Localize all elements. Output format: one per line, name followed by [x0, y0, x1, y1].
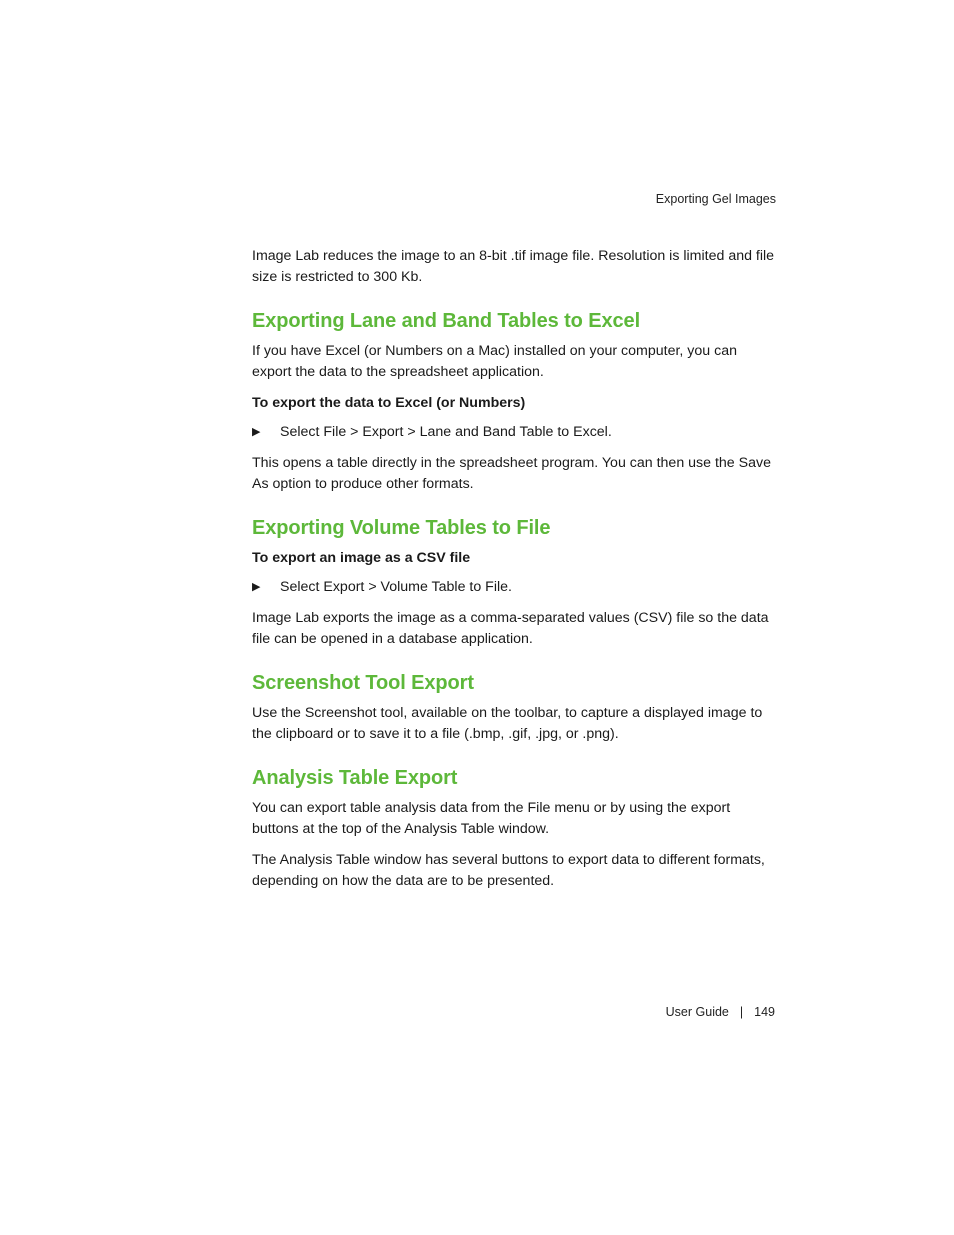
screenshot-paragraph: Use the Screenshot tool, available on the toolbar, to capture a displayed image to the clipboard or to save it to a file (.bmp, .gif, .jpg, or .png). — [252, 705, 763, 742]
heading-lane-band-tables: Exporting Lane and Band Tables to Excel — [252, 310, 641, 332]
lane-band-step-text: Select File > Export > Lane and Band Table to Excel. — [280, 424, 612, 440]
intro-paragraph: Image Lab reduces the image to an 8-bit .tif image file. Resolution is limited and file size is restricted to 300 Kb. — [252, 248, 775, 285]
volume-procedure-heading: To export an image as a CSV file — [252, 550, 471, 566]
volume-step-text: Select Export > Volume Table to File. — [280, 579, 512, 595]
page-number: 149 — [754, 1005, 775, 1019]
heading-screenshot-tool: Screenshot Tool Export — [252, 672, 474, 694]
lane-band-procedure-heading: To export the data to Excel (or Numbers) — [252, 395, 526, 411]
page-footer — [666, 1005, 775, 1019]
analysis-paragraph-1: You can export table analysis data from the File menu or by using the export buttons at the top of the Analysis Table window. — [252, 800, 731, 837]
lane-band-paragraph-1: If you have Excel (or Numbers on a Mac) installed on your computer, you can export the data to the spreadsheet application. — [252, 343, 737, 380]
footer-guide-label: User Guide — [665, 1005, 729, 1019]
running-head: Exporting Gel Images — [655, 192, 776, 206]
heading-analysis-table: Analysis Table Export — [252, 767, 458, 789]
volume-step — [252, 577, 777, 598]
heading-volume-tables: Exporting Volume Tables to File — [252, 517, 551, 539]
lane-band-paragraph-2: This opens a table directly in the spreadsheet program. You can then use the Save As option to produce other formats. — [252, 455, 771, 492]
footer-separator: | — [739, 1005, 744, 1019]
page-content — [252, 246, 777, 902]
bullet-triangle-icon: ▶ — [252, 581, 261, 593]
bullet-triangle-icon: ▶ — [252, 426, 261, 438]
lane-band-step — [252, 422, 777, 443]
analysis-paragraph-2: The Analysis Table window has several buttons to export data to different formats, depending on how the data are to be presented. — [252, 852, 765, 889]
volume-paragraph: Image Lab exports the image as a comma-separated values (CSV) file so the data file can be opened in a database application. — [252, 610, 769, 647]
